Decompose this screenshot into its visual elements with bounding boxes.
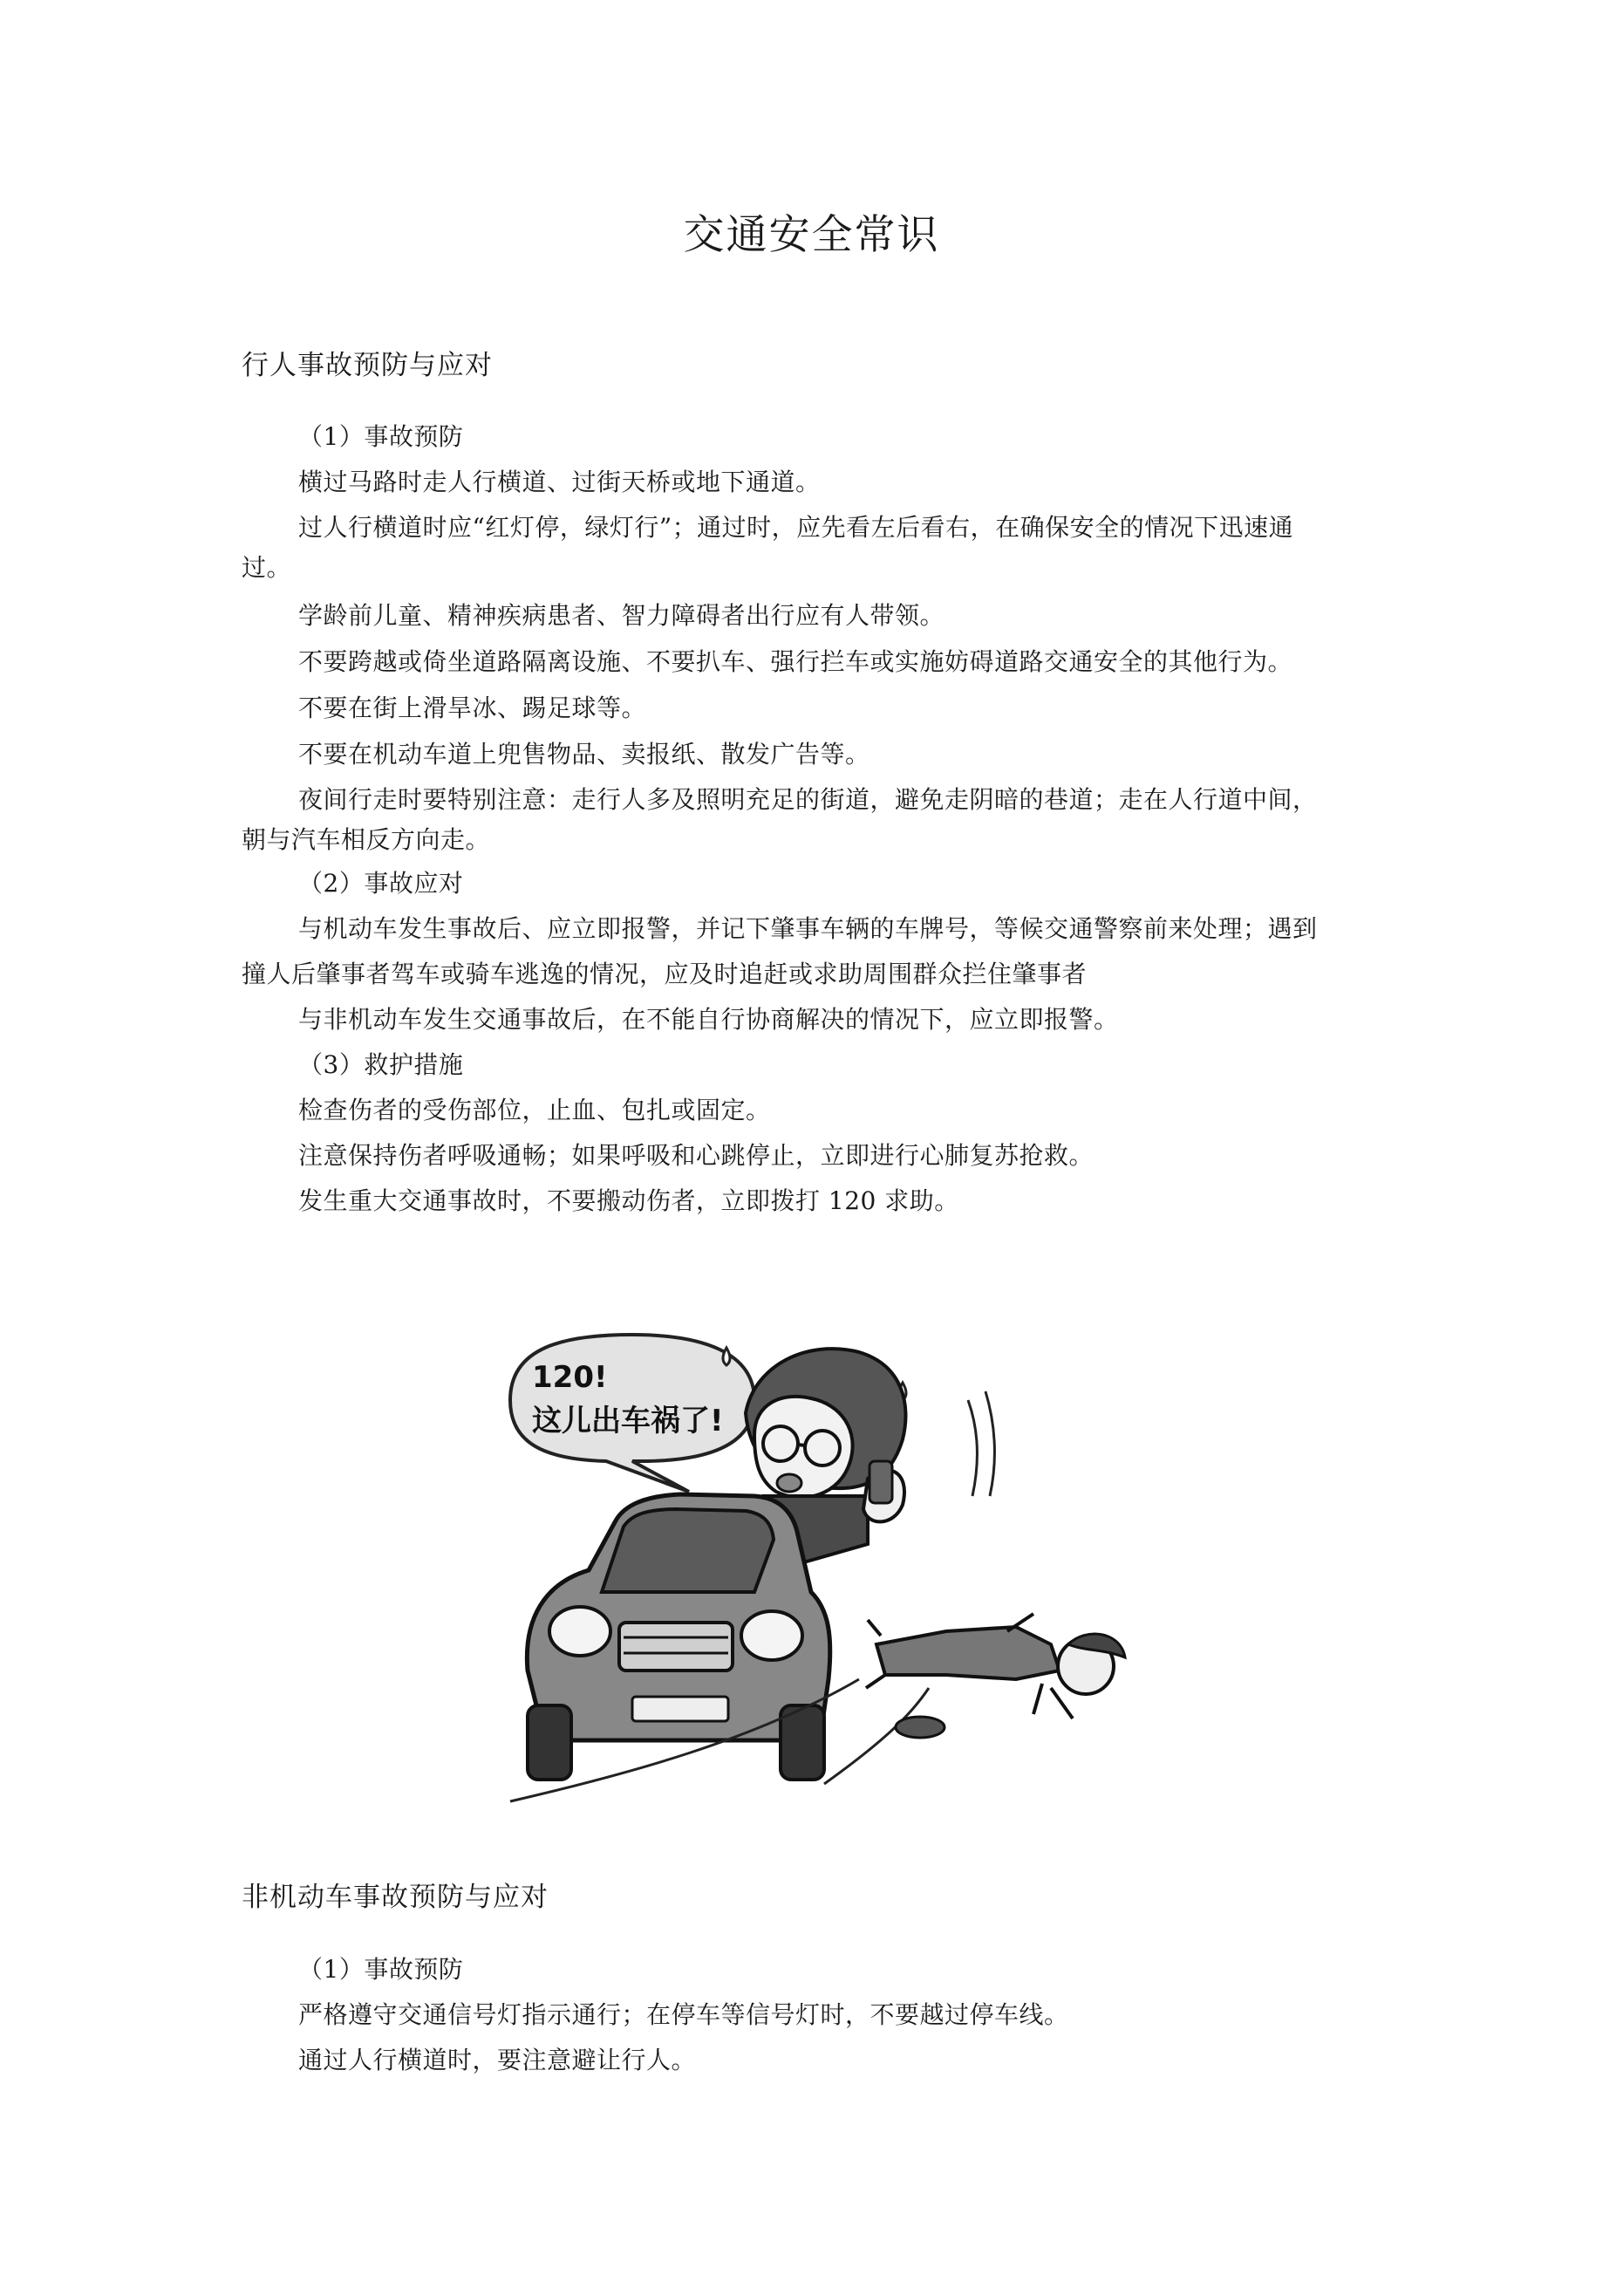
paragraph-continuation: 过。 [242,553,292,582]
bubble-text-line2: 这儿出车祸了! [532,1404,724,1438]
accident-illustration [493,1330,1156,1819]
paragraph: 不要在街上滑旱冰、踢足球等。 [298,694,647,722]
paragraph: 横过马路时走人行横道、过街天桥或地下通道。 [298,468,821,496]
paragraph: 不要在机动车道上兜售物品、卖报纸、散发广告等。 [298,740,870,769]
bubble-text-line1: 120! [532,1360,608,1395]
paragraph: 过人行横道时应“红灯停，绿灯行”；通过时，应先看左后看右，在确保安全的情况下迅速通 [298,513,1294,542]
paragraph: 注意保持伤者呼吸通畅；如果呼吸和心跳停止，立即进行心肺复苏抢救。 [298,1141,1095,1170]
paragraph: 不要跨越或倚坐道路隔离设施、不要扒车、强行拦车或实施妨碍道路交通安全的其他行为。 [298,647,1293,676]
speech-bubble [510,1335,754,1492]
victim-figure [866,1614,1125,1719]
motion-line [968,1400,977,1496]
paragraph-continuation: 撞人后肇事者驾车或骑车逃逸的情况，应及时追赶或求助周围群众拦住肇事者 [242,960,1088,988]
section-heading-pedestrian: 行人事故预防与应对 [242,350,493,381]
subheading-prevention: （1）事故预防 [298,422,464,451]
paragraph: 与非机动车发生交通事故后，在不能自行协商解决的情况下，应立即报警。 [298,1005,1119,1034]
motion-line [985,1391,994,1496]
paragraph-continuation: 朝与汽车相反方向走。 [242,825,491,854]
paragraph: 严格遵守交通信号灯指示通行；在停车等信号灯时，不要越过停车线。 [298,2000,1069,2029]
paragraph: 与机动车发生事故后、应立即报警，并记下肇事车辆的车牌号，等候交通警察前来处理；遇到 [298,914,1318,943]
shoe-figure [896,1717,944,1738]
section-heading-non-motor: 非机动车事故预防与应对 [242,1882,549,1913]
subheading-prevention: （1）事故预防 [298,1955,464,1984]
car-figure [527,1494,829,1780]
subheading-response: （2）事故应对 [298,869,464,898]
paragraph: 学龄前儿童、精神疾病患者、智力障碍者出行应有人带领。 [298,601,945,630]
subheading-first-aid: （3）救护措施 [298,1050,464,1079]
paragraph: 通过人行横道时，要注意避让行人。 [298,2046,697,2074]
page-title: 交通安全常识 [683,211,940,259]
paragraph: 夜间行走时要特别注意：走行人多及照明充足的街道，避免走阴暗的巷道；走在人行道中间， [298,785,1318,814]
paragraph: 检查伤者的受伤部位，止血、包扎或固定。 [298,1096,771,1124]
paragraph: 发生重大交通事故时，不要搬动伤者，立即拨打 120 求助。 [298,1186,959,1215]
